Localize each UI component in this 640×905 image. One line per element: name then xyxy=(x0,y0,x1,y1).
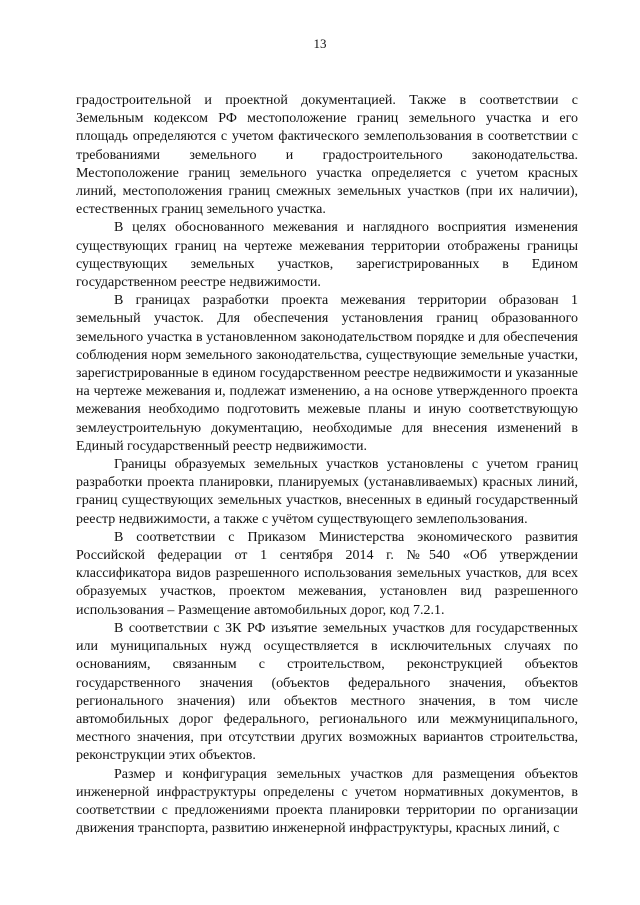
paragraph-boundary-display: В целях обоснованного межевания и наглядного восприятия изменения существующих границ на чертеже межевания территории отображены границы существующих земельных участков, зарегистрированных в Едином государственном реестре недвижимости. xyxy=(76,220,578,291)
page-number: 13 xyxy=(313,36,327,51)
paragraph-plot-size-configuration: Размер и конфигурация земельных участков для размещения объектов инженерной инфраструктуры определены с учетом нормативных документов, в соответствии с предложениями проекта планировки территории по организации движения транспорта, развитию инженерной инфраструктуры, красных линий, с xyxy=(76,766,578,837)
paragraph-land-seizure: В соответствии с ЗК РФ изъятие земельных участков для государственных или муниципальных нужд осуществляется в исключительных случаях по основаниям, связанным с строительством, реконструкцией объектов государственного значения (объектов федерального значения, объектов регионального значения) или объектов местного значения, в том числе автомобильных дорог федерального, регионального или межмуниципального, местного значения, при отсутствии других возможных вариантов строительства, реконструкции этих объектов. xyxy=(76,620,578,764)
paragraph-ministry-order: В соответствии с Приказом Министерства экономического развития Российской федерации от 1 сентября 2014 г. №540 «Об утверждении классификатора видов разрешенного использования земельных участков, для всех образуемых участков, проектом межевания, установлен вид разрешенного использования – Размещение автомобильных дорог, код 7.2.1. xyxy=(76,529,578,618)
paragraph-continuation: градостроительной и проектной документацией. Также в соответствии с Земельным кодексом РФ местоположение границ земельного участка и его площадь определяются с учетом фактического землепользования в соответствии с требованиями земельного и градостроительного законодательства. Местоположение границ земельного участка определяется с учетом красных линий, местоположения границ смежных земельных участков (при их наличии), естественных границ земельного участка. xyxy=(76,93,578,218)
paragraph-plot-boundaries: Границы образуемых земельных участков установлены с учетом границ разработки проекта планировки, планируемых (устанавливаемых) красных линий, границ существующих земельных участков, внесенных в единый государственный реестр недвижимости, а также с учётом существующего землепользования. xyxy=(76,457,578,527)
document-body xyxy=(76,92,578,838)
paragraph-formed-land-plot: В границах разработки проекта межевания территории образован 1 земельный участок. Для обеспечения установления границ образованного земельного участка в установленном законодательством порядке и для обеспечения соблюдения норм земельного законодательства, существующие земельные участки, зарегистрированные в едином государственном реестре недвижимости и указанные на чертеже межевания и, подлежат изменению, а на основе утвержденного проекта межевания необходимо подготовить межевые планы и иную соответствующую землеустроительную документацию, необходимые для внесения изменений в Единый государственный реестр недвижимости. xyxy=(76,293,578,454)
